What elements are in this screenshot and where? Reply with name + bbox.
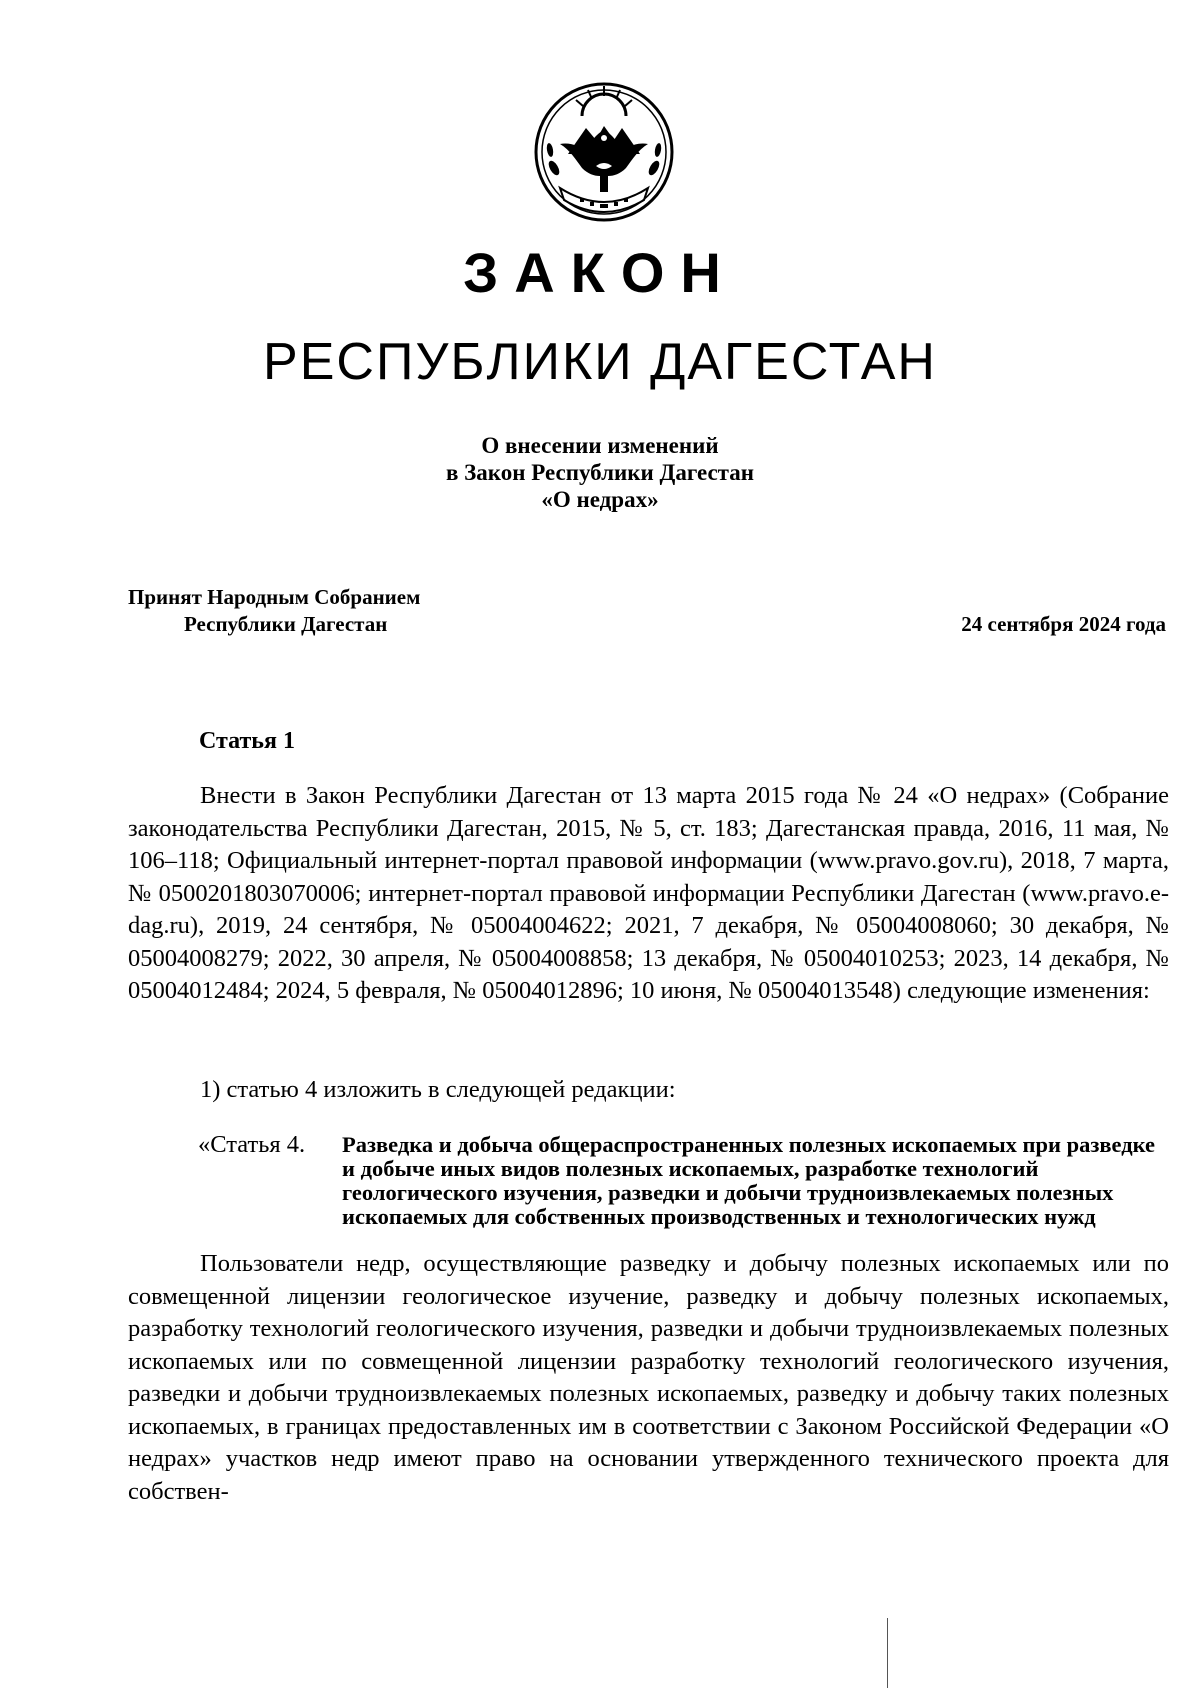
- article-4-heading: [198, 1133, 1173, 1229]
- adoption-line: Принят Народным Собранием: [128, 585, 421, 609]
- scan-artifact: [887, 1618, 888, 1688]
- document-name-line: в Закон Республики Дагестан: [446, 460, 754, 485]
- article-heading: Статья 1: [199, 728, 295, 754]
- adoption-statement: [128, 584, 420, 638]
- article-intro-paragraph: Внести в Закон Республики Дагестан от 13 марта 2015 года № 24 «О недрах» (Собрание законодательства Республики Дагестан, 2015, № 5, ст. 183; Дагестанская правда, 2016, 11 мая, № 106–118; Официальный интернет-портал правовой информации (www.pravo.gov.ru), 2018, 7 марта, № 0500201803070006; интернет-портал правовой информации Республики Дагестан (www.pravo.e-dag.ru), 2019, 24 сентября, № 05004004622; 2021, 7 декабря, № 05004008060; 30 декабря, № 05004008279; 2022, 30 апреля, № 05004008858; 13 декабря, № 05004010253; 2023, 14 декабря, № 05004012484; 2024, 5 февраля, № 05004012896; 10 июня, № 05004013548) следующие изменения:: [128, 782, 1169, 1004]
- dagestan-coat-of-arms-icon: [530, 76, 678, 224]
- article-4-label: «Статья 4.: [198, 1131, 306, 1158]
- article-4-title: Разведка и добыча общераспространенных полезных ископаемых при разведке и добыче иных видов полезных ископаемых, разработке технологий геологического изучения, разведки и добычи трудноизвлекаемых полезных ископаемых для собственных производственных и технологических нужд: [342, 1132, 1156, 1229]
- document-name-line: «О недрах»: [541, 487, 659, 512]
- subsoil-users-paragraph: [128, 1248, 1169, 1508]
- law-title: ЗАКОН: [463, 241, 737, 304]
- adoption-date: 24 сентября 2024 года: [961, 612, 1166, 636]
- article-intro: [128, 780, 1169, 1008]
- document-name: [0, 432, 1200, 513]
- article-item-1: 1) статью 4 изложить в следующей редакции:: [200, 1076, 676, 1103]
- adoption-line: Республики Дагестан: [184, 612, 388, 636]
- subsoil-users-text: Пользователи недр, осуществляющие разведку и добычу полезных ископаемых или по совмещенной лицензии геологическое изучение, разведку и добычу полезных ископаемых, разработку технологий геологического изучения, разведки и добычи трудноизвлекаемых полезных ископаемых или по совмещенной лицензии разработку технологий геологического изучения, разведки и добычи трудноизвлекаемых полезных ископаемых, разведку и добычу таких полезных ископаемых, в границах предоставленных им в соответствии с Законом Российской Федерации «О недрах» участков недр имеют право на основании утвержденного технического проекта для собствен-: [128, 1250, 1169, 1505]
- document-name-line: О внесении изменений: [481, 433, 719, 458]
- law-subtitle: РЕСПУБЛИКИ ДАГЕСТАН: [263, 333, 937, 391]
